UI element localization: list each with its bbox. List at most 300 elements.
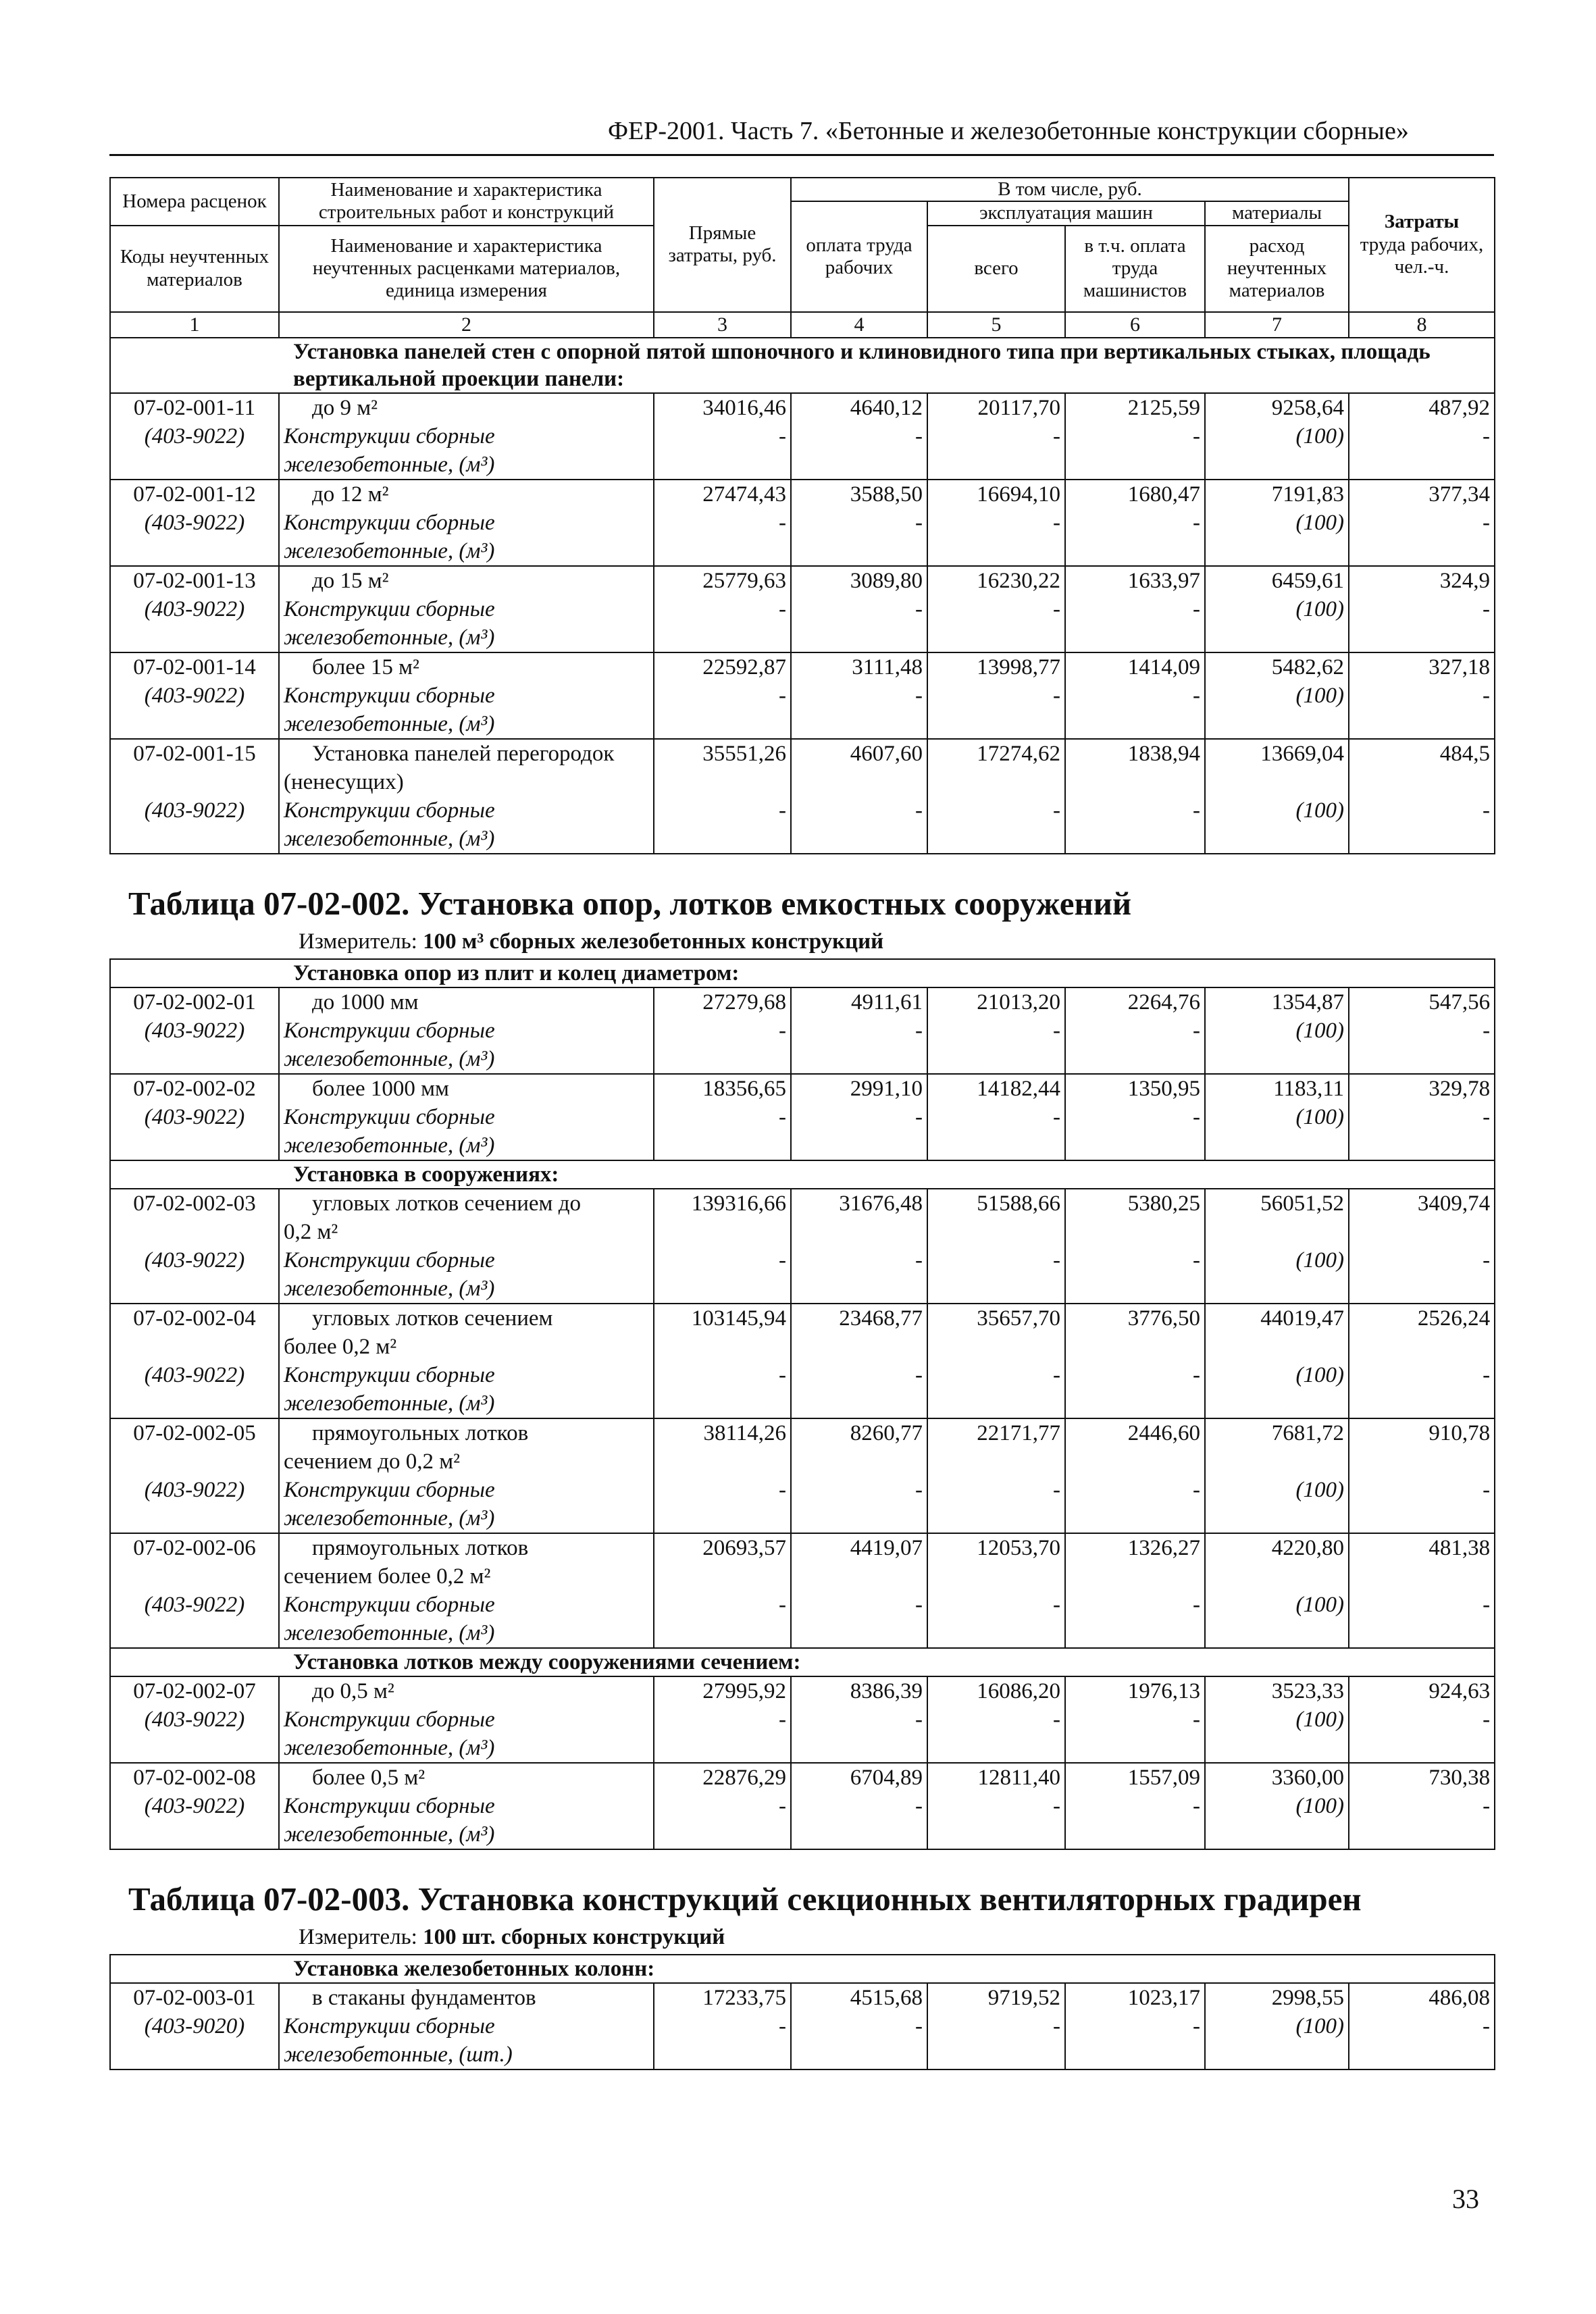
- dash-cell: -: [1065, 509, 1205, 537]
- empty-cell: [1205, 1333, 1349, 1361]
- rate-line: [110, 1533, 1495, 1562]
- empty-cell: [927, 1447, 1065, 1476]
- col6-header: в т.ч. оплата труда машинистов: [1065, 226, 1205, 312]
- rate-code: 07-02-001-15: [110, 739, 279, 768]
- empty-cell: [927, 768, 1065, 796]
- rate-code: 07-02-002-05: [110, 1418, 279, 1447]
- empty-cell: [1349, 768, 1495, 796]
- direct-cost: 25779,63: [654, 566, 791, 595]
- dash-cell: -: [1065, 1017, 1205, 1045]
- dash-cell: -: [927, 1476, 1065, 1504]
- header-rule: [109, 154, 1494, 156]
- material-usage: (100): [1205, 1476, 1349, 1504]
- dash-cell: -: [1065, 2012, 1205, 2040]
- dash-cell: -: [654, 1246, 791, 1275]
- dash-cell: -: [654, 682, 791, 710]
- rate-line: [110, 1619, 1495, 1648]
- rate-code: 07-02-002-01: [110, 987, 279, 1017]
- material-code: (403-9022): [110, 1246, 279, 1275]
- rate-line: [110, 1389, 1495, 1418]
- group-heading: Установка панелей стен с опорной пятой шпоночного и клиновидного типа при вертикальных стыках, площадь вертикальной проекции панели:: [110, 338, 1495, 393]
- material-name: Конструкции сборные: [279, 422, 654, 451]
- empty-cell: [654, 1820, 791, 1849]
- empty-cell: [1065, 2040, 1205, 2069]
- material-cost: 7681,72: [1205, 1418, 1349, 1447]
- rate-name: до 9 м²: [279, 393, 654, 422]
- rate-line: [110, 652, 1495, 682]
- machine-cost: 13998,77: [927, 652, 1065, 682]
- dash-cell: -: [1065, 796, 1205, 825]
- empty-cell: [791, 1734, 927, 1763]
- rate-line: [110, 1189, 1495, 1218]
- rate-line: [110, 1333, 1495, 1361]
- material-usage: (100): [1205, 2012, 1349, 2040]
- dash-cell: -: [1349, 422, 1495, 451]
- rate-line: [110, 1504, 1495, 1533]
- empty-cell: [927, 1734, 1065, 1763]
- machine-labor-cost: 3776,50: [1065, 1304, 1205, 1333]
- rate-name: более 15 м²: [279, 652, 654, 682]
- dash-cell: -: [791, 1705, 927, 1734]
- rate-line: [110, 1017, 1495, 1045]
- empty-cell: [110, 768, 279, 796]
- empty-cell: [927, 1275, 1065, 1304]
- empty-cell: [110, 710, 279, 739]
- material-cost: 1354,87: [1205, 987, 1349, 1017]
- empty-cell: [1205, 825, 1349, 854]
- group-heading-row: [110, 959, 1495, 987]
- material-name: Конструкции сборные: [279, 1017, 654, 1045]
- empty-cell: [791, 1447, 927, 1476]
- empty-cell: [1065, 1275, 1205, 1304]
- rate-line: [110, 566, 1495, 595]
- empty-cell: [1205, 1447, 1349, 1476]
- labor-hours: 324,9: [1349, 566, 1495, 595]
- empty-cell: [927, 1218, 1065, 1246]
- rate-code: 07-02-001-14: [110, 652, 279, 682]
- labor-hours: 3409,74: [1349, 1189, 1495, 1218]
- labor-cost: 4911,61: [791, 987, 927, 1017]
- rate-line: [110, 2040, 1495, 2069]
- direct-cost: 18356,65: [654, 1074, 791, 1103]
- material-cost: 44019,47: [1205, 1304, 1349, 1333]
- column-number: 7: [1205, 312, 1349, 338]
- empty-cell: [654, 1045, 791, 1074]
- rate-line: [110, 1275, 1495, 1304]
- table-title-003: Таблица 07-02-003. Установка конструкций секционных вентиляторных градирен: [128, 1880, 1362, 1918]
- machine-labor-cost: 2264,76: [1065, 987, 1205, 1017]
- dash-cell: -: [654, 1103, 791, 1131]
- dash-cell: -: [791, 1017, 927, 1045]
- rate-line: [110, 422, 1495, 451]
- col3-header: Прямые затраты, руб.: [654, 178, 791, 312]
- rate-line: [110, 480, 1495, 509]
- dash-cell: -: [1349, 1361, 1495, 1389]
- material-name: Конструкции сборные: [279, 509, 654, 537]
- empty-cell: [654, 623, 791, 652]
- dash-cell: -: [927, 1246, 1065, 1275]
- rate-name: до 12 м²: [279, 480, 654, 509]
- empty-cell: [654, 1562, 791, 1591]
- material-usage: (100): [1205, 796, 1349, 825]
- rate-name: до 1000 мм: [279, 987, 654, 1017]
- empty-cell: [1065, 1734, 1205, 1763]
- dash-cell: -: [791, 422, 927, 451]
- rate-code: 07-02-002-03: [110, 1189, 279, 1218]
- material-cost: 5482,62: [1205, 652, 1349, 682]
- empty-cell: [1065, 1333, 1205, 1361]
- rate-line: [110, 1591, 1495, 1619]
- direct-cost: 27279,68: [654, 987, 791, 1017]
- dash-cell: -: [927, 1103, 1065, 1131]
- dash-cell: -: [1065, 1591, 1205, 1619]
- dash-cell: -: [654, 796, 791, 825]
- rate-line: [110, 1361, 1495, 1389]
- material-name: Конструкции сборные: [279, 796, 654, 825]
- labor-cost: 4607,60: [791, 739, 927, 768]
- dash-cell: -: [927, 1705, 1065, 1734]
- material-usage: (100): [1205, 1017, 1349, 1045]
- dash-cell: -: [1349, 1792, 1495, 1820]
- empty-cell: [791, 1619, 927, 1648]
- empty-cell: [110, 1275, 279, 1304]
- dash-cell: -: [927, 796, 1065, 825]
- empty-cell: [1349, 1619, 1495, 1648]
- material-usage: (100): [1205, 1705, 1349, 1734]
- dash-cell: -: [1065, 1705, 1205, 1734]
- material-unit: железобетонные, (м³): [279, 1389, 654, 1418]
- machine-cost: 16694,10: [927, 480, 1065, 509]
- dash-cell: -: [927, 595, 1065, 623]
- rates-table-001: [109, 177, 1495, 854]
- empty-cell: [1065, 1045, 1205, 1074]
- labor-cost: 3111,48: [791, 652, 927, 682]
- rate-line: [110, 682, 1495, 710]
- dash-cell: -: [1349, 1591, 1495, 1619]
- dash-cell: -: [791, 1246, 927, 1275]
- direct-cost: 34016,46: [654, 393, 791, 422]
- rate-line: [110, 1983, 1495, 2012]
- direct-cost: 17233,75: [654, 1983, 791, 2012]
- group-heading: Установка лотков между сооружениями сечением:: [110, 1648, 1495, 1676]
- labor-hours: 547,56: [1349, 987, 1495, 1017]
- material-cost: 3360,00: [1205, 1763, 1349, 1792]
- dash-cell: -: [791, 595, 927, 623]
- column-number: 4: [791, 312, 927, 338]
- material-usage: (100): [1205, 682, 1349, 710]
- material-usage: (100): [1205, 595, 1349, 623]
- empty-cell: [110, 825, 279, 854]
- empty-cell: [791, 1333, 927, 1361]
- dash-cell: -: [927, 1591, 1065, 1619]
- empty-cell: [1065, 768, 1205, 796]
- material-name: Конструкции сборные: [279, 1246, 654, 1275]
- rate-name: угловых лотков сечением: [279, 1304, 654, 1333]
- material-code: (403-9020): [110, 2012, 279, 2040]
- empty-cell: [791, 451, 927, 480]
- machine-cost: 16230,22: [927, 566, 1065, 595]
- dash-cell: -: [1065, 1246, 1205, 1275]
- material-name: Конструкции сборные: [279, 1591, 654, 1619]
- rate-name: более 1000 мм: [279, 1074, 654, 1103]
- empty-cell: [1349, 623, 1495, 652]
- empty-cell: [654, 1333, 791, 1361]
- rate-name: до 0,5 м²: [279, 1676, 654, 1705]
- material-usage: (100): [1205, 1792, 1349, 1820]
- rate-name-cont: (ненесущих): [279, 768, 654, 796]
- empty-cell: [791, 768, 927, 796]
- rate-line: [110, 987, 1495, 1017]
- dash-cell: -: [1065, 1103, 1205, 1131]
- empty-cell: [1065, 1131, 1205, 1160]
- dash-cell: -: [1349, 1103, 1495, 1131]
- rate-code: 07-02-002-08: [110, 1763, 279, 1792]
- col4-header: оплата труда рабочих: [791, 201, 927, 311]
- dash-cell: -: [654, 1476, 791, 1504]
- empty-cell: [110, 1389, 279, 1418]
- empty-cell: [110, 1820, 279, 1849]
- dash-cell: -: [791, 1361, 927, 1389]
- material-code: (403-9022): [110, 1017, 279, 1045]
- empty-cell: [927, 1820, 1065, 1849]
- empty-cell: [791, 1045, 927, 1074]
- empty-cell: [791, 2040, 927, 2069]
- empty-cell: [654, 1504, 791, 1533]
- group-heading-row: [110, 1160, 1495, 1189]
- empty-cell: [1205, 1504, 1349, 1533]
- empty-cell: [654, 1619, 791, 1648]
- direct-cost: 27474,43: [654, 480, 791, 509]
- machine-labor-cost: 1326,27: [1065, 1533, 1205, 1562]
- material-code: (403-9022): [110, 1792, 279, 1820]
- empty-cell: [791, 710, 927, 739]
- empty-cell: [110, 1562, 279, 1591]
- rate-name: до 15 м²: [279, 566, 654, 595]
- labor-cost: 6704,89: [791, 1763, 927, 1792]
- material-name: Конструкции сборные: [279, 1476, 654, 1504]
- labor-cost: 8260,77: [791, 1418, 927, 1447]
- empty-cell: [1065, 623, 1205, 652]
- dash-cell: -: [1349, 1705, 1495, 1734]
- rate-name: Установка панелей перегородок: [279, 739, 654, 768]
- col2-bottom-header: Наименование и характеристика неучтенных расценками материалов, единица измерения: [279, 226, 654, 312]
- dash-cell: -: [1349, 509, 1495, 537]
- group-heading: Установка опор из плит и колец диаметром:: [110, 959, 1495, 987]
- measure-line-002: [299, 929, 1494, 954]
- material-unit: железобетонные, (м³): [279, 1275, 654, 1304]
- dash-cell: -: [654, 1361, 791, 1389]
- empty-cell: [791, 1131, 927, 1160]
- material-cost: 4220,80: [1205, 1533, 1349, 1562]
- material-unit: железобетонные, (м³): [279, 1131, 654, 1160]
- dash-cell: -: [654, 509, 791, 537]
- empty-cell: [1205, 451, 1349, 480]
- dash-cell: -: [927, 2012, 1065, 2040]
- material-name: Конструкции сборные: [279, 1705, 654, 1734]
- material-name: Конструкции сборные: [279, 1103, 654, 1131]
- empty-cell: [110, 1619, 279, 1648]
- labor-hours: 329,78: [1349, 1074, 1495, 1103]
- empty-cell: [110, 1734, 279, 1763]
- rate-name: угловых лотков сечением до: [279, 1189, 654, 1218]
- empty-cell: [1205, 1275, 1349, 1304]
- empty-cell: [110, 1504, 279, 1533]
- rate-code: 07-02-003-01: [110, 1983, 279, 2012]
- rate-line: [110, 1447, 1495, 1476]
- rate-code: 07-02-002-04: [110, 1304, 279, 1333]
- dash-cell: -: [654, 1705, 791, 1734]
- column-number: 5: [927, 312, 1065, 338]
- dash-cell: -: [1349, 1246, 1495, 1275]
- empty-cell: [927, 2040, 1065, 2069]
- material-name: Конструкции сборные: [279, 595, 654, 623]
- rate-line: [110, 623, 1495, 652]
- empty-cell: [791, 1275, 927, 1304]
- empty-cell: [927, 1619, 1065, 1648]
- dash-cell: -: [1349, 1476, 1495, 1504]
- empty-cell: [1065, 1820, 1205, 1849]
- empty-cell: [1065, 537, 1205, 566]
- material-unit: железобетонные, (м³): [279, 1045, 654, 1074]
- table-title-002: Таблица 07-02-002. Установка опор, лотков емкостных сооружений: [128, 884, 1132, 922]
- empty-cell: [1065, 1218, 1205, 1246]
- material-cost: 7191,83: [1205, 480, 1349, 509]
- machine-labor-cost: 1557,09: [1065, 1763, 1205, 1792]
- material-cost: 1183,11: [1205, 1074, 1349, 1103]
- empty-cell: [1205, 1820, 1349, 1849]
- rate-line: [110, 1734, 1495, 1763]
- direct-cost: 20693,57: [654, 1533, 791, 1562]
- column-number: 2: [279, 312, 654, 338]
- empty-cell: [1065, 1389, 1205, 1418]
- empty-cell: [927, 451, 1065, 480]
- col1-top-header: Номера расценок: [110, 178, 279, 226]
- empty-cell: [654, 710, 791, 739]
- labor-hours: 910,78: [1349, 1418, 1495, 1447]
- dash-cell: -: [1349, 796, 1495, 825]
- rates-table-003: [109, 1954, 1495, 2070]
- measure-value: 100 м³ сборных железобетонных конструкций: [423, 929, 884, 954]
- material-unit: железобетонные, (шт.): [279, 2040, 654, 2069]
- dash-cell: -: [927, 1792, 1065, 1820]
- rate-name-cont: сечением более 0,2 м²: [279, 1562, 654, 1591]
- col1-bottom-header: Коды неучтенных материалов: [110, 226, 279, 312]
- rate-line: [110, 2012, 1495, 2040]
- labor-cost: 4640,12: [791, 393, 927, 422]
- empty-cell: [110, 1131, 279, 1160]
- empty-cell: [1349, 1045, 1495, 1074]
- machine-labor-cost: 5380,25: [1065, 1189, 1205, 1218]
- empty-cell: [927, 623, 1065, 652]
- machine-labor-cost: 2446,60: [1065, 1418, 1205, 1447]
- empty-cell: [110, 1045, 279, 1074]
- empty-cell: [927, 710, 1065, 739]
- rate-line: [110, 1103, 1495, 1131]
- empty-cell: [927, 537, 1065, 566]
- empty-cell: [791, 1389, 927, 1418]
- dash-cell: -: [654, 1017, 791, 1045]
- rate-code: 07-02-001-11: [110, 393, 279, 422]
- material-unit: железобетонные, (м³): [279, 451, 654, 480]
- rate-name: в стаканы фундаментов: [279, 1983, 654, 2012]
- dash-cell: -: [791, 2012, 927, 2040]
- empty-cell: [1205, 1045, 1349, 1074]
- empty-cell: [110, 537, 279, 566]
- material-cost: 9258,64: [1205, 393, 1349, 422]
- empty-cell: [654, 2040, 791, 2069]
- machine-labor-cost: 1414,09: [1065, 652, 1205, 682]
- machine-labor-cost: 1023,17: [1065, 1983, 1205, 2012]
- dash-cell: -: [1065, 1361, 1205, 1389]
- empty-cell: [654, 451, 791, 480]
- dash-cell: -: [654, 1792, 791, 1820]
- empty-cell: [1349, 1131, 1495, 1160]
- material-unit: железобетонные, (м³): [279, 623, 654, 652]
- machine-cost: 51588,66: [927, 1189, 1065, 1218]
- empty-cell: [110, 1333, 279, 1361]
- material-usage: (100): [1205, 1591, 1349, 1619]
- empty-cell: [1205, 1734, 1349, 1763]
- rate-line: [110, 1218, 1495, 1246]
- empty-cell: [927, 1504, 1065, 1533]
- rate-name-cont: более 0,2 м²: [279, 1333, 654, 1361]
- empty-cell: [1349, 710, 1495, 739]
- empty-cell: [927, 1045, 1065, 1074]
- empty-cell: [654, 1447, 791, 1476]
- empty-cell: [1349, 1389, 1495, 1418]
- rate-line: [110, 825, 1495, 854]
- empty-cell: [1065, 825, 1205, 854]
- empty-cell: [791, 1218, 927, 1246]
- empty-cell: [1349, 1275, 1495, 1304]
- dash-cell: -: [654, 422, 791, 451]
- empty-cell: [791, 1562, 927, 1591]
- dash-cell: -: [927, 682, 1065, 710]
- group-heading: Установка в сооружениях:: [110, 1160, 1495, 1189]
- machine-cost: 22171,77: [927, 1418, 1065, 1447]
- empty-cell: [1349, 1218, 1495, 1246]
- group-heading: Установка железобетонных колонн:: [110, 1955, 1495, 1983]
- machine-cost: 12811,40: [927, 1763, 1065, 1792]
- col8-head-bold: Затраты: [1384, 211, 1460, 233]
- material-code: (403-9022): [110, 682, 279, 710]
- rate-line: [110, 739, 1495, 768]
- empty-cell: [1065, 451, 1205, 480]
- material-name: Конструкции сборные: [279, 1792, 654, 1820]
- empty-cell: [1349, 537, 1495, 566]
- empty-cell: [654, 1218, 791, 1246]
- rate-line: [110, 595, 1495, 623]
- empty-cell: [1065, 1619, 1205, 1648]
- labor-hours: 377,34: [1349, 480, 1495, 509]
- labor-hours: 730,38: [1349, 1763, 1495, 1792]
- col5-header: всего: [927, 226, 1065, 312]
- empty-cell: [1349, 1447, 1495, 1476]
- empty-cell: [1205, 1619, 1349, 1648]
- labor-hours: 924,63: [1349, 1676, 1495, 1705]
- empty-cell: [1205, 710, 1349, 739]
- empty-cell: [654, 537, 791, 566]
- col7-header: расход неучтенных материалов: [1205, 226, 1349, 312]
- material-code: (403-9022): [110, 422, 279, 451]
- rate-line: [110, 1476, 1495, 1504]
- machines-header: эксплуатация машин: [927, 201, 1205, 225]
- rate-line: [110, 1418, 1495, 1447]
- rate-name-cont: сечением до 0,2 м²: [279, 1447, 654, 1476]
- empty-cell: [791, 1504, 927, 1533]
- material-cost: 6459,61: [1205, 566, 1349, 595]
- empty-cell: [110, 2040, 279, 2069]
